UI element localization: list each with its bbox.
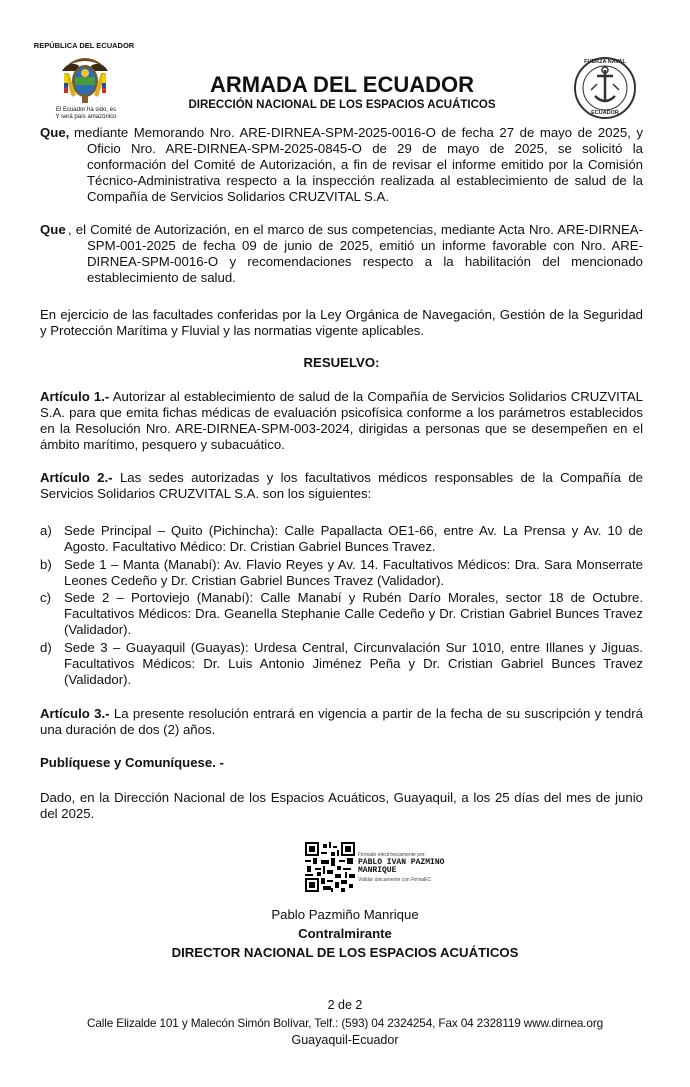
qr-code-icon	[305, 842, 355, 892]
qr-caption-validate: Validar únicamente con FirmaEC	[358, 877, 431, 883]
considerando-text: mediante Memorando Nro. ARE-DIRNEA-SPM-2025-0016-O de fecha 27 de mayo de 2025, y Oficio Nro. ARE-DIRNEA-SPM-2025-0845-O de 29 de mayo de 2025, se solicitó la conformación del Comité de Autorización, a fin de revisar el informe emitido por la Comisión Técnico-Administrativa respecto a la inspección realizada al establecimiento de salud de la Compañía de Servicios Solidarios CRUZVITAL S.A.	[74, 125, 643, 204]
considerando-1	[40, 125, 643, 205]
page-title: ARMADA DEL ECUADOR	[210, 72, 474, 97]
list-item	[40, 523, 643, 555]
articulo-1	[40, 389, 643, 453]
articulo-1-text: Autorizar al establecimiento de salud de la Compañía de Servicios Solidarios CRUZVITAL S.A. para que emita fichas médicas de evaluación psicofísica conforme a los parámetros establecidos en la Resolución Nro. ARE-DIRNEA-SPM-003-2024, dirigidas a personas que se desempeñen en el ámbito marítimo, pesquero y subacuático.	[40, 389, 643, 452]
footer-address: Calle Elizalde 101 y Malecón Simón Bolívar, Telf.: (593) 04 2324254, Fax 04 2328119 www.dirnea.org	[86, 1016, 604, 1030]
list-item-text: Sede Principal – Quito (Pichincha): Calle Papallacta OE1-66, entre Av. La Prensa y Av. 10 de Agosto. Facultativo Médico: Dr. Cristian Gabriel Bunces Travez.	[64, 523, 643, 554]
list-item	[40, 590, 643, 638]
seal-bottom-text: ECUADOR	[591, 110, 619, 116]
ejercicio-paragraph: En ejercicio de las facultades conferidas por la Ley Orgánica de Navegación, Gestión de la Seguridad y Protección Marítima y Fluvial y las normatias vigente aplicables.	[40, 307, 643, 338]
considerando-lead: Que,	[40, 125, 70, 140]
header-country: REPÚBLICA DEL ECUADOR	[33, 41, 135, 50]
seal-top-text: FUERZA NAVAL	[584, 59, 626, 65]
coat-caption-1: El Ecuador ha sido, es	[55, 107, 117, 113]
list-item-letter: d)	[40, 640, 52, 655]
resuelvo-heading: RESUELVO:	[303, 355, 380, 370]
qr-caption-signed: Firmado electrónicamente por:	[358, 852, 426, 858]
considerando-2	[40, 222, 643, 286]
coat-of-arms-icon	[58, 53, 112, 105]
articulo-2	[40, 470, 643, 502]
articulo-2-text: Las sedes autorizadas y los facultativos médicos responsables de la Compañía de Servicios Solidarios CRUZVITAL S.A. son los siguientes:	[40, 470, 643, 501]
articulo-3-lead: Artículo 3.-	[40, 706, 110, 721]
articulo-3-text: La presente resolución entrará en vigencia a partir de la fecha de su suscripción y tendrá una duración de dos (2) años.	[40, 706, 643, 737]
articulo-3	[40, 706, 643, 738]
list-item-letter: a)	[40, 523, 52, 538]
dado-paragraph: Dado, en la Dirección Nacional de los Espacios Acuáticos, Guayaquil, a los 25 días del mes de junio del 2025.	[40, 790, 643, 821]
list-item-text: Sede 3 – Guayaquil (Guayas): Urdesa Central, Circunvalación Sur 1010, entre Illanes y Jiguas. Facultativos Médicos: Dr. Luis Antonio Jiménez Peña y Dr. Cristian Gabriel Bunces Travez (Validador).	[64, 640, 643, 687]
list-item-letter: b)	[40, 557, 52, 572]
considerando-lead: Que	[40, 222, 66, 237]
signatory-name: Pablo Pazmiño Manrique	[271, 907, 419, 922]
signatory-position: DIRECTOR NACIONAL DE LOS ESPACIOS ACUÁTICOS	[171, 945, 519, 960]
footer-city: Guayaquil-Ecuador	[291, 1033, 399, 1047]
page-subtitle: DIRECCIÓN NACIONAL DE LOS ESPACIOS ACUÁTICOS	[188, 99, 496, 111]
coat-caption-2: Y será país amazónico	[55, 114, 117, 120]
naval-seal-icon	[573, 56, 637, 120]
publiquese-line: Publíquese y Comuníquese. -	[40, 755, 224, 770]
considerando-text: , el Comité de Autorización, en el marco de sus competencias, mediante Acta Nro. ARE-DIRNEA-SPM-001-2025 de fecha 09 de junio de 2025, emitió un informe favorable con Nro. ARE-DIRNEA-SPM-0016-O y recomendaciones respecto a la habilitación del mencionado establecimiento de salud.	[68, 222, 643, 285]
articulo-1-lead: Artículo 1.-	[40, 389, 110, 404]
qr-signer-name-1: PABLO IVAN PAZMINO	[358, 858, 445, 867]
list-item	[40, 557, 643, 589]
signatory-rank: Contralmirante	[298, 926, 392, 941]
list-item	[40, 640, 643, 688]
articulo-2-lead: Artículo 2.-	[40, 470, 113, 485]
qr-signer-name-2: MANRIQUE	[358, 866, 397, 875]
list-item-letter: c)	[40, 590, 51, 605]
list-item-text: Sede 2 – Portoviejo (Manabí): Calle Manabí y Rubén Darío Morales, sector 18 de Octubre. Facultativos Médicos: Dra. Geanella Stephanie Calle Cedeño y Dr. Cristian Gabriel Bunces Travez (Validador).	[64, 590, 643, 637]
list-item-text: Sede 1 – Manta (Manabí): Av. Flavio Reyes y Av. 14. Facultativos Médicos: Dra. Sara Monserrate Leones Cedeño y Dr. Cristian Gabriel Bunces Travez (Validador).	[64, 557, 643, 588]
page-number: 2 de 2	[327, 998, 363, 1012]
